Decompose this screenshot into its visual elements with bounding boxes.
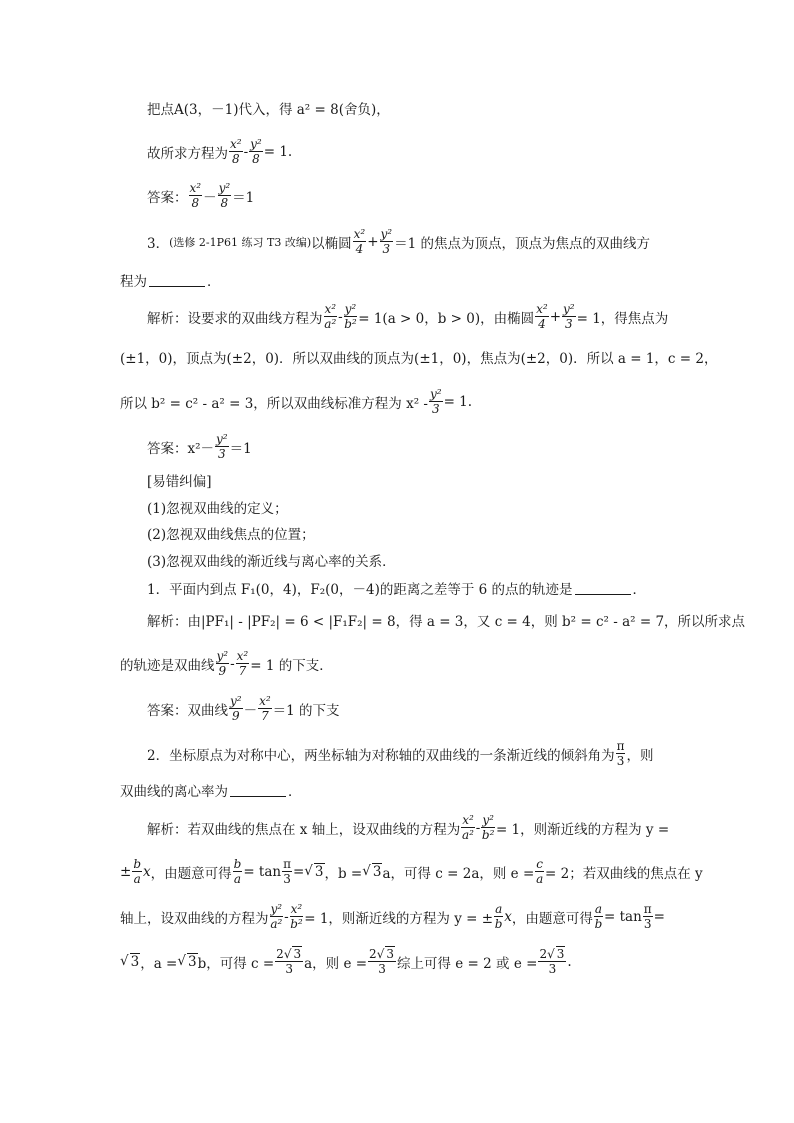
line-text: 双曲线的离心率为: [120, 784, 228, 800]
line-text: =: [653, 908, 665, 925]
line-text: ＝1 的下支: [272, 702, 340, 719]
line-text: (2)忽视双曲线焦点的位置；: [147, 527, 315, 543]
fraction: x² 8: [189, 181, 202, 210]
text-line: [147, 433, 684, 460]
line-text: a，可得 c = 2a，则 e =: [382, 865, 535, 882]
fraction: $\frac{c}{a}$: [536, 857, 544, 886]
fraction: $\frac{\text{x²}}{\text{b²}}$: [290, 902, 303, 931]
line-text: ＝1: [229, 440, 252, 457]
operator: +: [549, 308, 562, 325]
line-text: 所以 b² = c² - a² = 3，所以双曲线标准方程为 x² -: [120, 395, 428, 412]
text-line: [120, 388, 684, 415]
line-text: 把点A(3，－1)代入，得 a² = 8(舍负)，: [147, 102, 390, 118]
text-line: [147, 228, 684, 255]
line-text: ，a =: [140, 955, 178, 972]
fraction: x² a²: [462, 813, 474, 842]
operator: -: [338, 308, 343, 325]
line-text: ，由题意可得: [511, 910, 593, 927]
text-line: [147, 740, 684, 767]
line-text: (±1，0)，顶点为(±2，0)．所以双曲线的顶点为(±1，0)，焦点为(±2，0)．所以 a = 1，c = 2，: [120, 351, 718, 367]
line-text: 2．坐标原点为对称中心，两坐标轴为对称轴的双曲线的一条渐近线的倾斜角为: [147, 747, 615, 764]
fraction: $\frac{\text{y²}}{3}$: [380, 227, 393, 256]
line-text: 综上可得 e = 2 或 e =: [396, 955, 538, 972]
text-line: [147, 578, 684, 598]
text-line: [147, 814, 684, 841]
line-text: 的轨迹是双曲线: [120, 657, 215, 674]
line-text: 轴上，设双曲线的方程为: [120, 910, 269, 927]
fraction: x² 4: [353, 227, 366, 256]
line-text: = 1，则渐近线的方程为 y =: [495, 821, 670, 838]
line-text: (1)忽视双曲线的定义；: [147, 501, 288, 517]
line-text: ．: [632, 582, 647, 598]
line-text: ，b =: [324, 865, 363, 882]
operator: -: [243, 143, 249, 160]
fraction: x² a²: [324, 302, 337, 331]
line-text: = tan: [604, 908, 642, 925]
line-text: .: [567, 953, 572, 970]
line-text: 解析：设要求的双曲线方程为: [147, 310, 323, 327]
fraction: $\frac{a}{b}$: [594, 902, 603, 931]
fraction: $\frac{\text{y²}}{\text{b²}}$: [344, 302, 357, 331]
fraction: y² 9: [216, 649, 229, 678]
fraction: $\frac{\pi}{3}$: [283, 857, 291, 886]
fraction: y² 9: [230, 694, 242, 723]
line-text: = 2；若双曲线的焦点在 y: [545, 865, 703, 882]
sqrt: √ 3: [362, 863, 382, 880]
line-text: = 1.: [443, 393, 473, 410]
line-text: = 1，得焦点为: [576, 310, 669, 327]
line-text: 解析：由|PF₁| - |PF₂| = 6 < |F₁F₂| = 8，得 a = 3，又 c = 4，则 b² = c² - a² = 7，所以所求点: [147, 614, 746, 630]
question-number: 3．: [147, 235, 170, 252]
fraction: y² 3: [216, 432, 228, 461]
fraction: y² 8: [218, 181, 231, 210]
text-line: [120, 780, 684, 800]
fraction: $\frac{\pi}{3}$: [643, 902, 652, 931]
line-text: a，则 e =: [304, 955, 368, 972]
text-line: [120, 270, 684, 290]
fraction: x² 7: [259, 694, 271, 723]
sqrt: √ 3: [304, 863, 324, 880]
fraction: y² a²: [270, 902, 283, 931]
list-item: [147, 523, 684, 543]
line-text: = 1(a > 0，b > 0)，由椭圆: [358, 310, 535, 327]
text-line: [147, 138, 684, 165]
line-text: 程为: [120, 274, 147, 290]
fraction: π 3: [616, 739, 625, 768]
fraction: $\frac{2√ 3}{3}$: [369, 947, 394, 976]
fraction: $\frac{\text{y²}}{8}$: [250, 137, 262, 166]
text-line: [147, 303, 684, 330]
text-line: [120, 948, 684, 975]
text-line: [120, 347, 718, 367]
answer-label: 答案：: [147, 189, 188, 206]
fraction: $\frac{2√ 3}{3}$: [276, 947, 302, 976]
line-text: (3)忽视双曲线的渐近线与离心率的关系．: [147, 554, 396, 570]
variable: x: [504, 908, 512, 925]
section-heading: [147, 470, 684, 490]
fraction: x² 8: [230, 137, 242, 166]
line-text: ．: [288, 784, 302, 800]
line-text: ＝1 的焦点为顶点，顶点为焦点的双曲线方: [394, 235, 650, 252]
answer-label: 答案：x²－: [147, 440, 215, 457]
line-text: ．: [207, 274, 221, 290]
text-line: [120, 650, 684, 677]
source-note: (选修 2-1P61 练习 T3 改编): [169, 235, 312, 249]
line-text: ，由题意可得: [150, 865, 232, 882]
line-text: = 1 的下支．: [250, 657, 333, 674]
operator: -: [475, 819, 481, 836]
fraction: $\frac{a}{b}$: [494, 902, 503, 931]
operator: -: [284, 908, 289, 925]
fraction: $\frac{b}{a}$: [233, 857, 242, 886]
operator: +: [367, 233, 379, 250]
line-text: ±: [120, 863, 132, 880]
line-text: ，则: [626, 747, 654, 764]
line-text: 以椭圆: [311, 235, 352, 252]
line-text: = tan: [243, 863, 282, 880]
text-line: [120, 857, 703, 886]
text-line: [147, 182, 684, 209]
text-line: [147, 695, 684, 722]
line-text: ＝1: [232, 189, 255, 206]
operator: －: [243, 702, 258, 719]
line-text: 解析：若双曲线的焦点在 x 轴上，设双曲线的方程为: [147, 821, 461, 838]
line-text: [易错纠偏]: [147, 474, 212, 490]
operator: －: [203, 189, 217, 206]
operator: -: [230, 655, 235, 672]
answer-label: 答案：双曲线: [147, 702, 228, 719]
sqrt: √ 3: [120, 953, 140, 970]
line-text: 1．平面内到点 F₁(0，4)，F₂(0，－4)的距离之差等于 6 的点的轨迹是: [147, 582, 573, 598]
line-text: 故所求方程为: [147, 145, 228, 162]
answer-blank: [230, 784, 286, 797]
fraction: x² 4: [536, 302, 548, 331]
text-line: [147, 98, 684, 118]
list-item: [147, 550, 684, 570]
line-text: = 1.: [263, 143, 293, 160]
fraction: $\frac{\text{y²}}{3}$: [563, 302, 575, 331]
fraction: $\frac{2√ 3}{3}$: [539, 947, 565, 976]
fraction: $\frac{\text{y²}}{\text{b²}}$: [481, 813, 495, 842]
fraction: $\frac{\text{x²}}{7}$: [236, 649, 249, 678]
line-text: = 1，则渐近线的方程为 y = ±: [304, 910, 494, 927]
text-line: [120, 903, 684, 930]
sqrt: √ 3: [177, 953, 197, 970]
line-text: =: [292, 863, 305, 880]
answer-blank: [149, 274, 205, 287]
text-line: [147, 610, 746, 630]
fraction: $\frac{\text{y²}}{3}$: [429, 387, 442, 416]
variable: x: [143, 863, 151, 880]
fraction: $\frac{b}{a}$: [133, 857, 141, 886]
answer-blank: [575, 582, 631, 595]
line-text: b，可得 c =: [197, 955, 275, 972]
list-item: [147, 497, 684, 517]
